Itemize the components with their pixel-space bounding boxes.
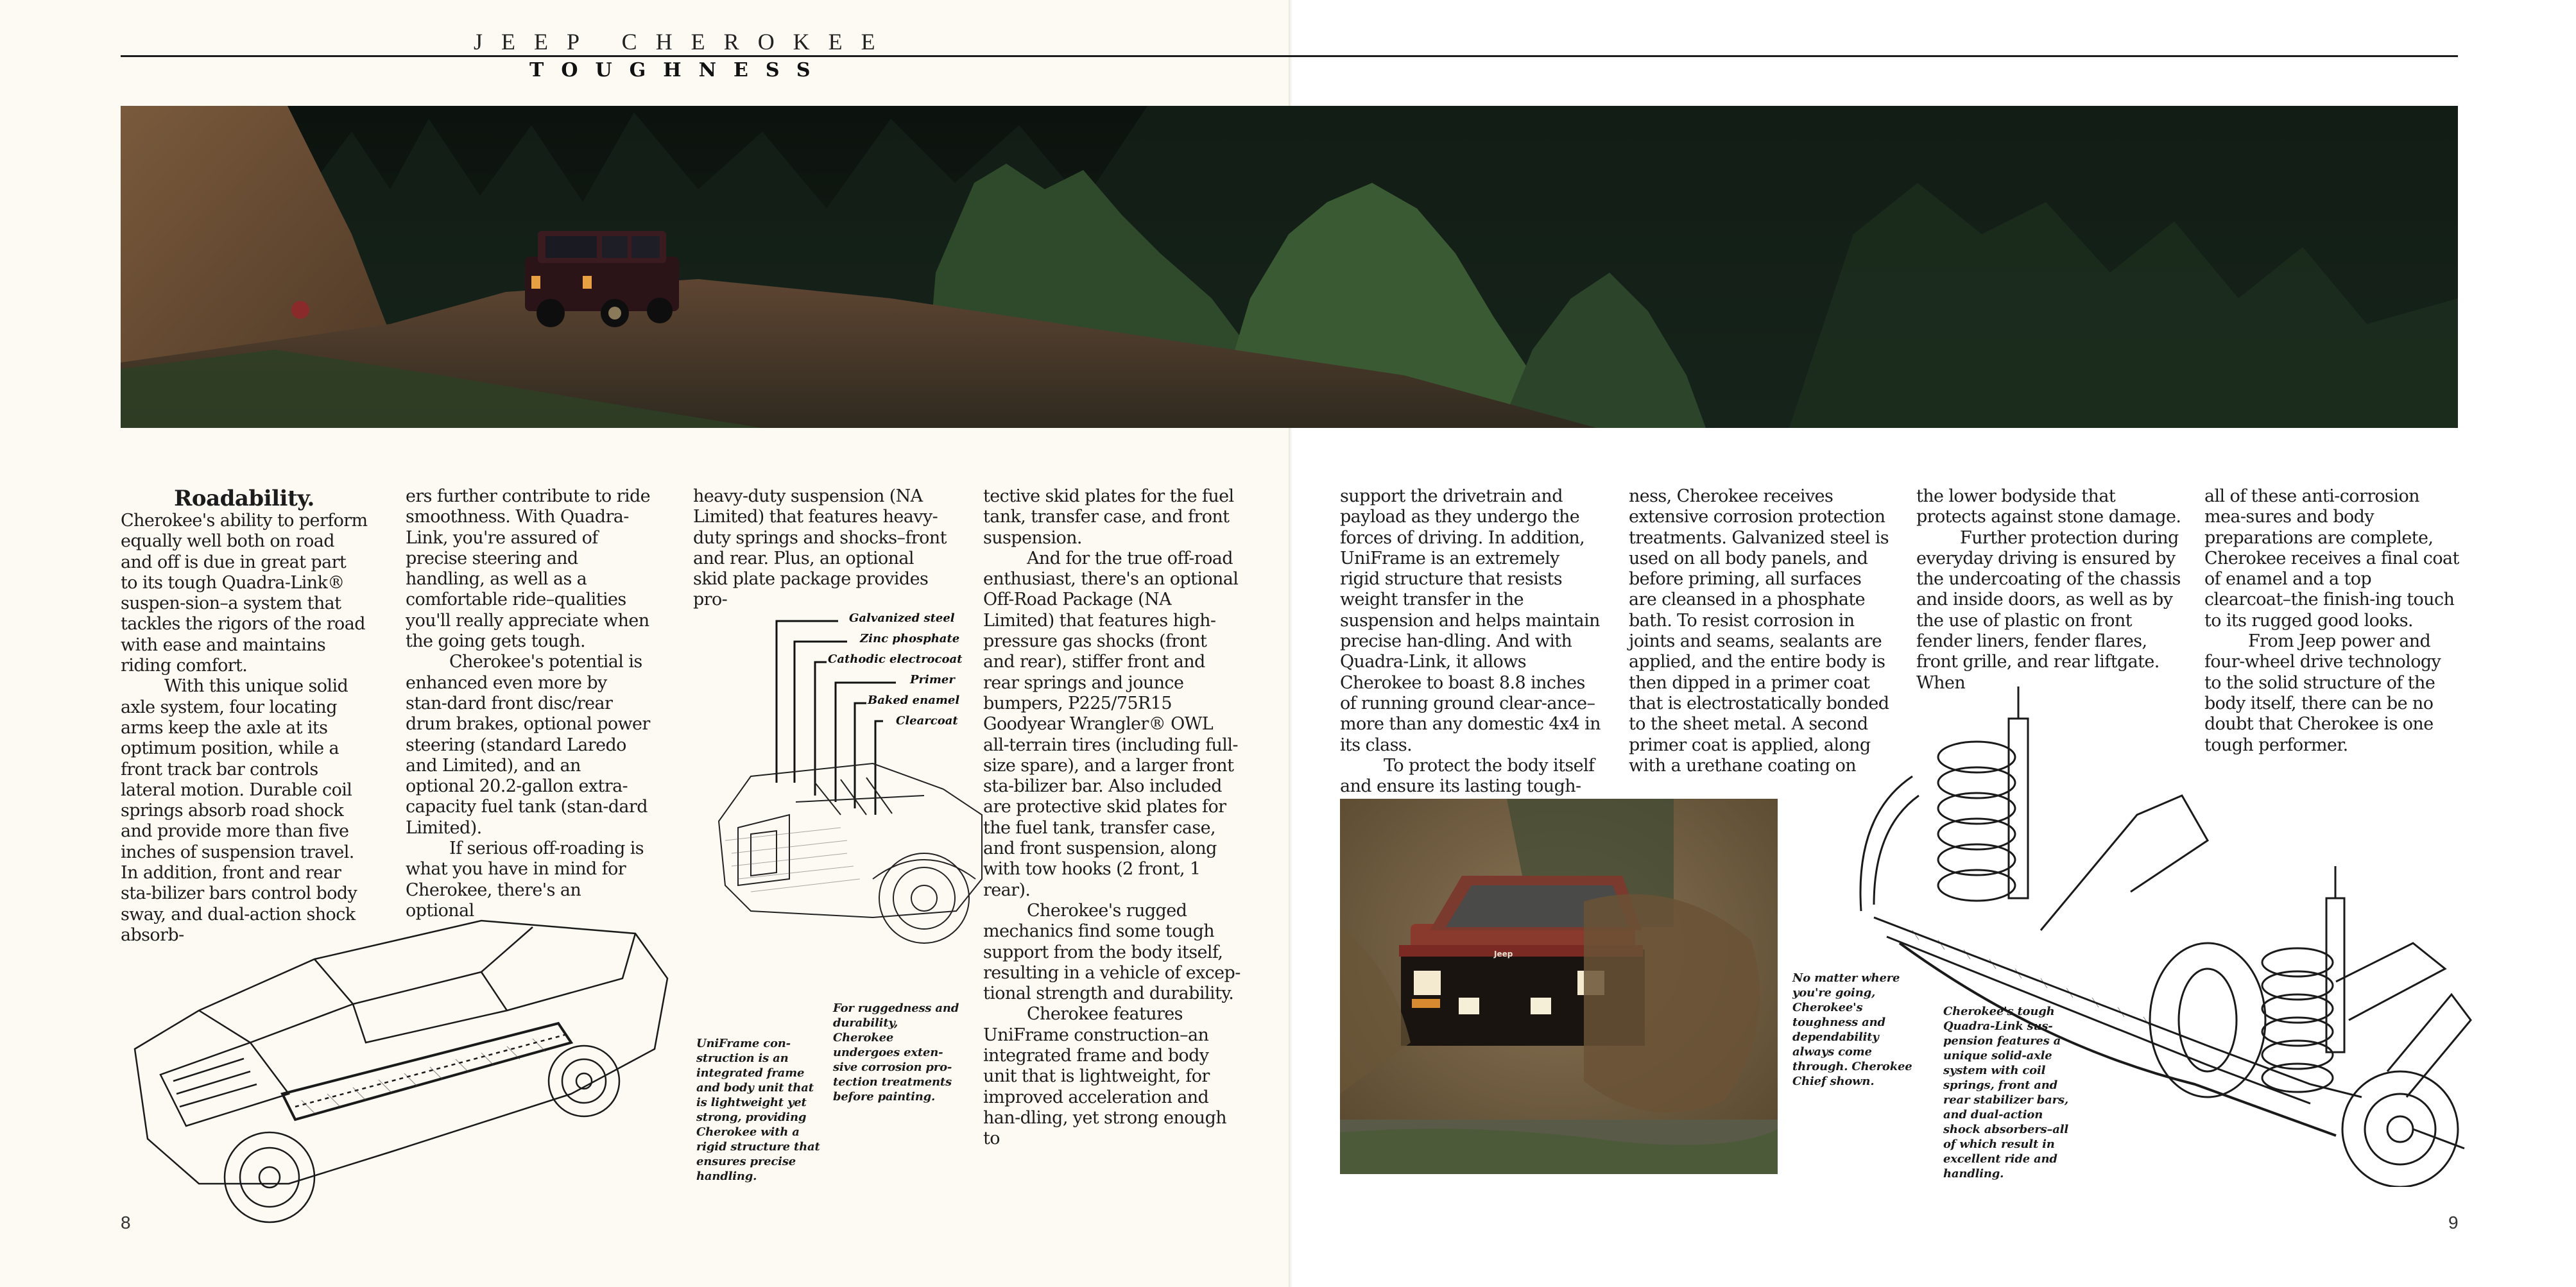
hero-forest-road-image (121, 106, 2458, 428)
uniframe-caption: UniFrame con-struction is an integrated frame and body unit that is lightweight yet strong, providing Cherokee with a rigid structure that ensures precise handling. (696, 1037, 820, 1183)
layer-label-primer: Primer (910, 673, 955, 686)
paragraph: To protect the body itself and ensure its lasting tough- (1340, 755, 1595, 797)
mud-photo-caption: No matter where you're going, Cherokee's toughness and dependability always come through. Cherokee Chief shown. (1792, 971, 1912, 1088)
hero-photo (121, 106, 2458, 428)
paragraph: Cherokee features UniFrame construction–an integrated frame and body unit that is lightweight, for improved acceleration and han-dling, yet strong enough to (983, 1004, 1227, 1149)
paragraph: And for the true off-road enthusiast, there's an optional Off-Road Package (NA Limited) that features high-pressure gas shocks (front and rear), stiffer front and rear springs and jounce bumpers, P225/75R15 Goodyear Wrangler® OWL all-terrain tires (including full-size spare), and a larger front sta-bilizer bar. Also included are protective skid plates for the fuel tank, transfer case, and front suspension, along with tow hooks (2 front, 1 rear). (983, 548, 1239, 900)
page-number-left: 8 (121, 1213, 131, 1232)
paragraph: Cherokee's ability to perform equally well both on road and off is due in great part to its tough Quadra-Link® suspen-sion–a system that tackles the rigors of the road with ease and maintains riding comfort. (121, 511, 368, 676)
paragraph: From Jeep power and four-wheel drive technology to the solid structure of the body itself, there can be no doubt that Cherokee is one tough performer. (2204, 631, 2441, 755)
paragraph: If serious off-roading is what you have in mind for Cherokee, there's an optional (406, 839, 644, 921)
paragraph: all of these anti-corrosion mea-sures and body preparations are complete, Cherokee receives a final coat of enamel and a top clearcoat–the finish-ing touch to its rugged good looks. (2204, 486, 2459, 631)
corrosion-drawing (712, 609, 988, 994)
left-column-4 (983, 486, 1243, 1150)
paragraph: ers further contribute to ride smoothness. With Quadra-Link, you're assured of precise steering and handling, as well as a comfortable ride–qualities you'll really appreciate when the going gets tough. (406, 486, 651, 652)
paragraph: heavy-duty suspension (NA Limited) that features heavy-duty springs and shocks–front and rear. Plus, an optional skid plate package provides pro- (693, 486, 947, 610)
corrosion-caption: For ruggedness and durability, Cherokee undergoes exten-sive corrosion pro-tection treatments before painting. (833, 1001, 959, 1104)
left-column-2 (406, 486, 653, 921)
layer-label-zinc-phosphate: Zinc phosphate (860, 632, 960, 645)
suspension-caption: Cherokee's tough Quadra-Link sus-pension features a unique solid-axle system with coil springs, front and rear stabilizer bars, and dual-action shock absorbers–all of which result in excellent ride and handling. (1943, 1005, 2068, 1180)
mud-splash-photo (1340, 799, 1778, 1174)
left-column-3 (693, 486, 950, 611)
section-title: TOUGHNESS (529, 59, 828, 81)
paragraph: tective skid plates for the fuel tank, transfer case, and front suspension. (983, 486, 1234, 548)
paragraph: Cherokee's rugged mechanics find some tough support from the body itself, resulting in a vehicle of excep-tional strength and durability. (983, 900, 1241, 1004)
paragraph: the lower bodyside that protects against stone damage. (1916, 486, 2181, 527)
paragraph: ness, Cherokee receives extensive corrosion protection treatments. Galvanized steel is used on all body panels, and before priming, all surfaces are cleansed in a phosphate bath. To resist corrosion in joints and seams, sealants are applied, and the entire body is then dipped in a primer coat that is electrostatically bonded to the sheet metal. A second primer coat is applied, along with a urethane coating on (1629, 486, 1889, 776)
paragraph: Further protection during everyday driving is ensured by the undercoating of the chassis and inside doors, as well as by the use of plastic on front fender liners, fender flares, front grille, and rear liftgate. When (1916, 527, 2181, 693)
layer-label-cathodic-electrocoat: Cathodic electrocoat (828, 652, 963, 666)
jeep-vehicle (525, 231, 679, 327)
layer-label-galvanized-steel: Galvanized steel (849, 611, 955, 625)
page-number-right: 9 (2448, 1213, 2459, 1232)
header-rule (121, 55, 2458, 57)
paragraph: support the drivetrain and payload as they undergo the forces of driving. In addition, UniFrame is an extremely rigid structure that resists weight transfer in the suspension and helps maintain precise han-dling. And with Quadra-Link, it allows Cherokee to boast 8.8 inches of running ground clear-ance–more than any domestic 4x4 in its class. (1340, 486, 1601, 755)
mud-jeep-image (1340, 799, 1778, 1174)
paragraph: With this unique solid axle system, four locating arms keep the axle at its optimum position, while a front track bar controls lateral motion. Durable coil springs absorb road shock and provide more than five inches of suspension travel. In addition, front and rear sta-bilizer bars control body sway, and dual-action shock absorb- (121, 676, 357, 945)
svg-text:Jeep: Jeep (1494, 950, 1513, 959)
brand-title: JEEP CHEROKEE (474, 29, 894, 55)
uniframe-drawing (122, 882, 674, 1229)
layer-label-baked-enamel: Baked enamel (868, 694, 960, 707)
left-column-1 (121, 486, 368, 946)
right-column-1 (1340, 486, 1603, 797)
layer-label-clearcoat: Clearcoat (896, 714, 958, 728)
roadability-heading: Roadability. (174, 486, 314, 511)
paragraph: Cherokee's potential is enhanced even more by stan-dard front disc/rear drum brakes, optional power steering (standard Laredo and Limited), and an optional 20.2-gallon extra-capacity fuel tank (stan-dard Limited). (406, 652, 650, 838)
right-column-3 (1916, 486, 2186, 694)
